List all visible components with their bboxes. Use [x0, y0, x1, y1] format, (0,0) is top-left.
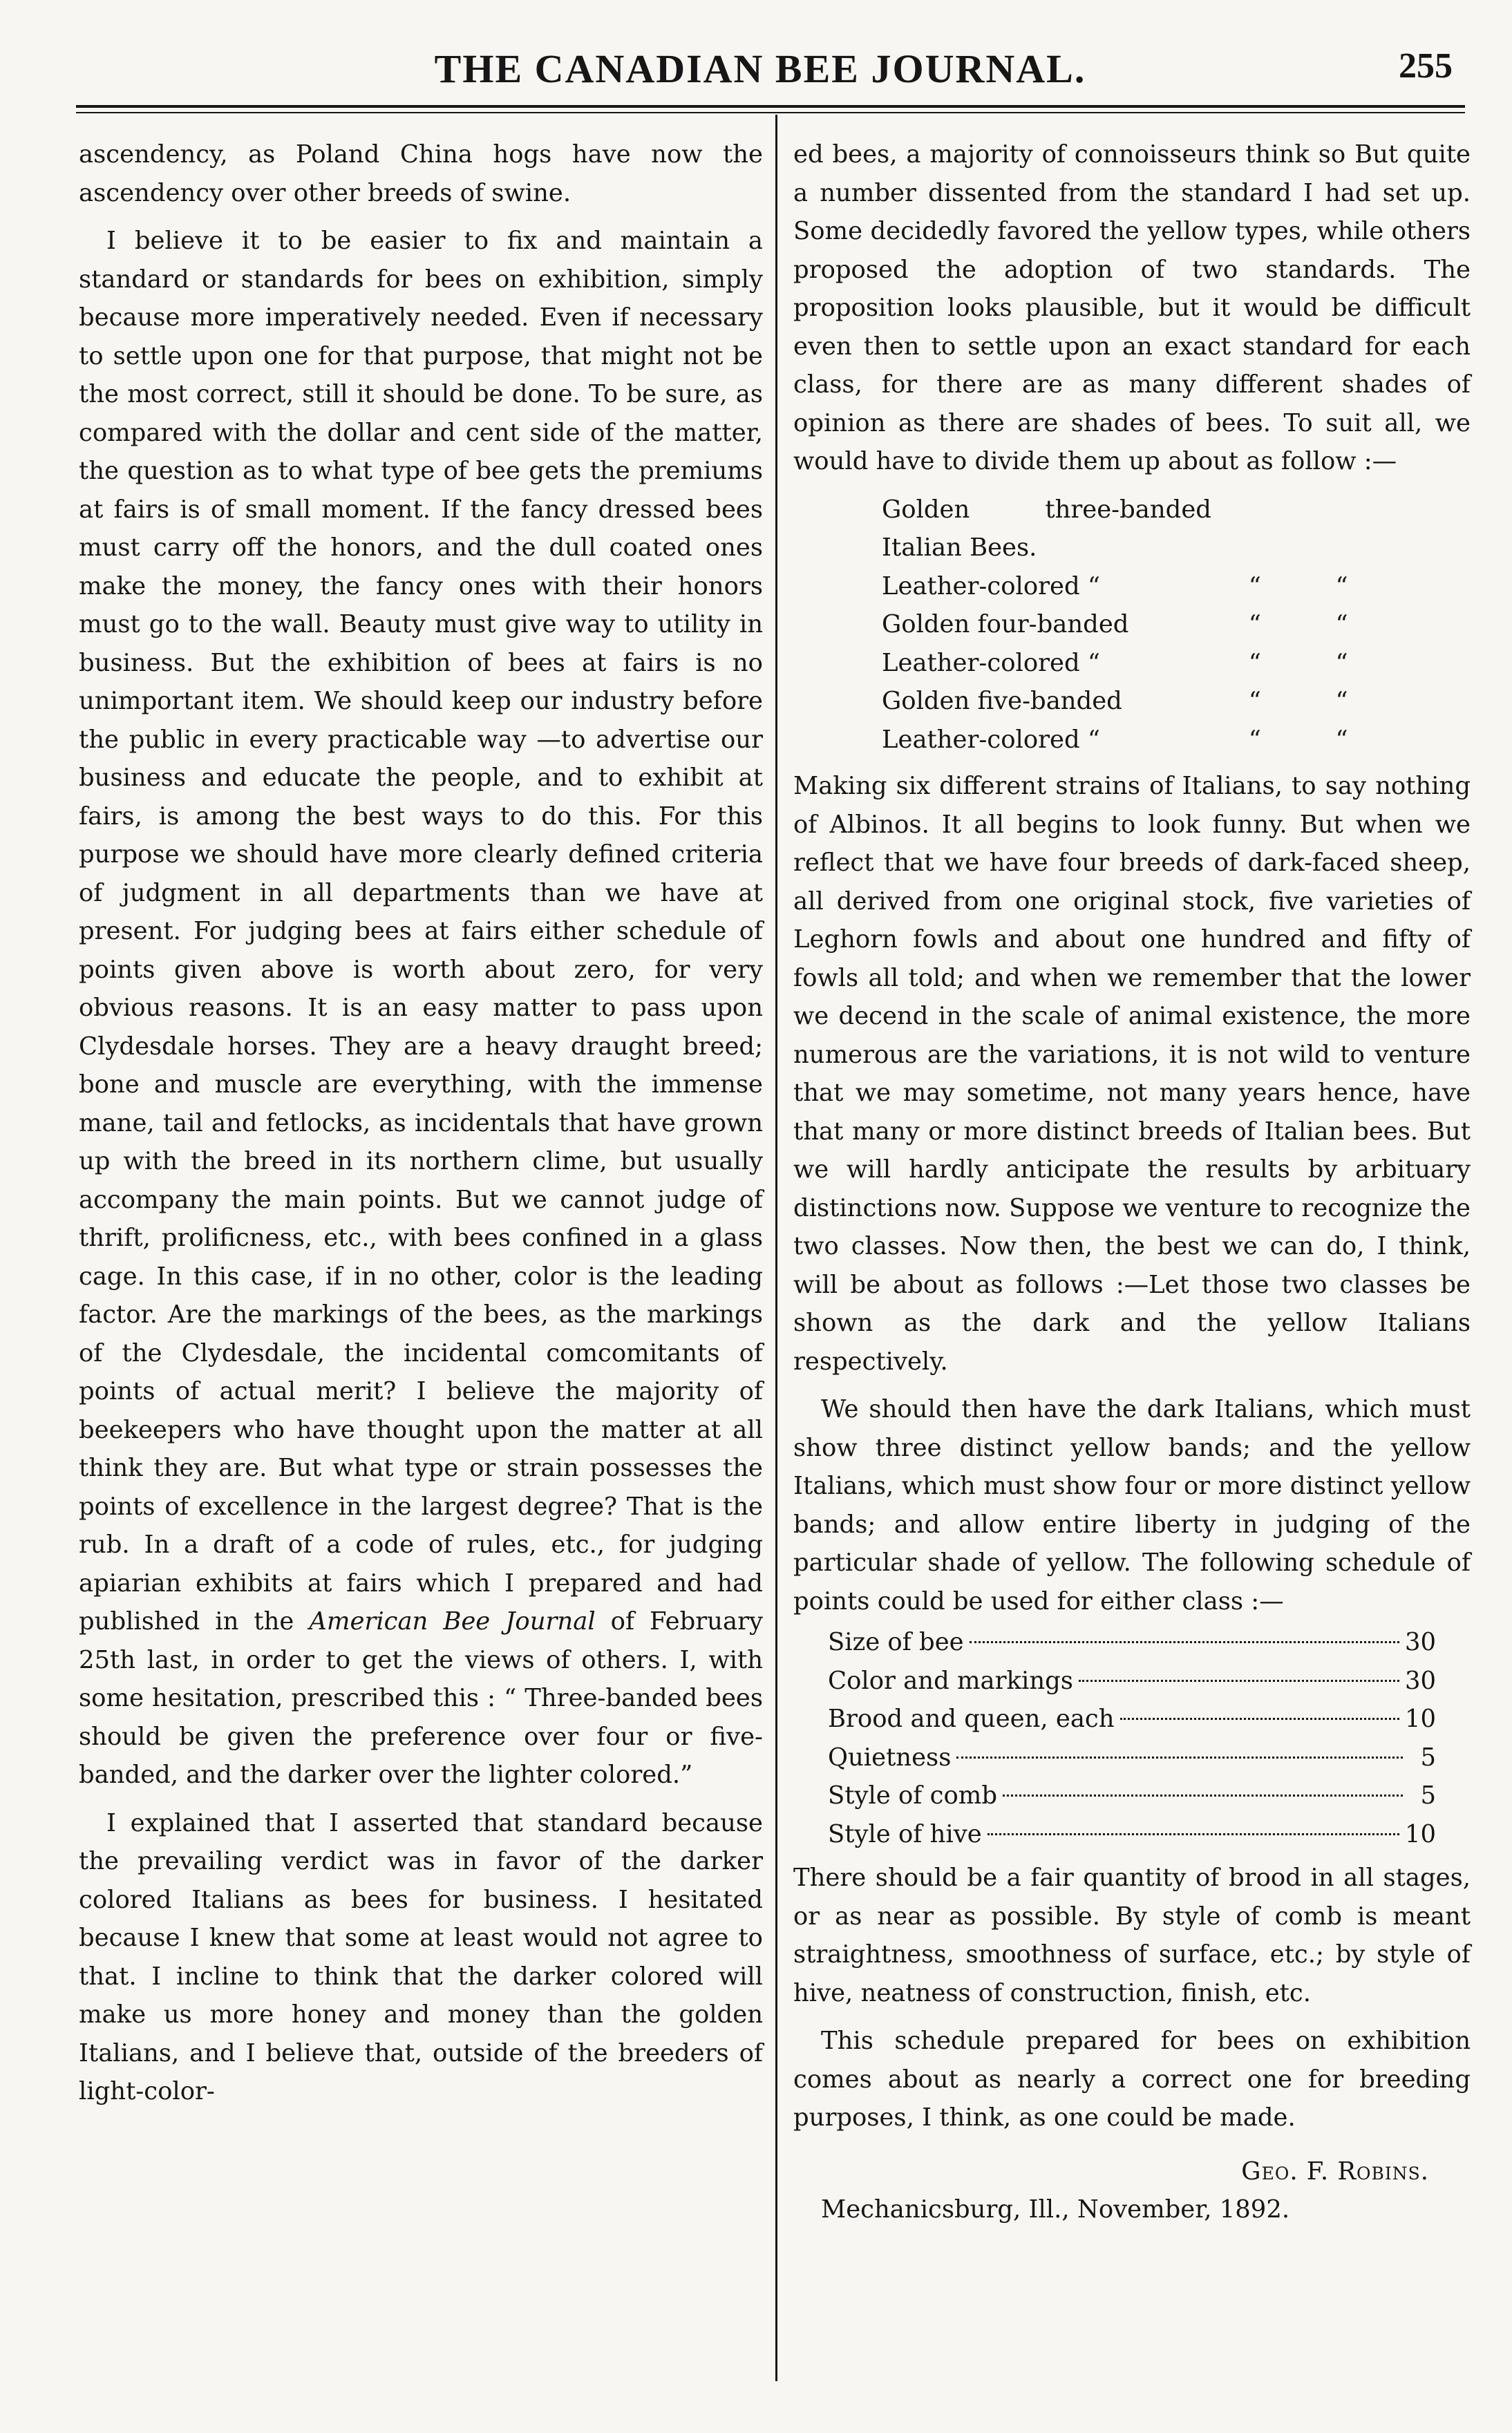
schedule-row — [828, 1700, 1436, 1739]
ditto-mark: “ — [1335, 571, 1348, 600]
schedule-points: 30 — [1404, 1666, 1436, 1695]
schedule-label: Quietness — [828, 1743, 952, 1772]
schedule-label: Style of hive — [828, 1819, 982, 1848]
leader-dots — [956, 1757, 1403, 1759]
ditto-mark: “ — [1248, 571, 1261, 600]
strain-name: Leather-colored “ — [882, 648, 1100, 677]
ditto-mark: “ — [1335, 687, 1348, 715]
strain-name: Golden four-banded — [882, 610, 1129, 638]
paragraph: Making six different strains of Italians, to say nothing of Albinos. It all begins to look funny. But when we reflect that we have four breeds of dark-faced sheep, all derived from one original stock, five varieties of Leghorn fowls and about one hundred and fifty of fowls all told; and when we remember that the lower we decend in the scale of animal existence, the more numerous are the variations, it is not wild to venture that we may sometime, not many years hence, have that many or more distinct breeds of Italian bees. But we will hardly anticipate the results by arbituary distinctions now. Suppose we venture to recognize the two classes. Now then, the best we can do, I think, will be about as follows :—Let those two classes be shown as the dark and the yellow Italians respectively. — [793, 772, 1471, 1376]
strain-row — [882, 721, 1471, 759]
journal-citation: American Bee Journal — [309, 1607, 596, 1636]
leader-dots — [1079, 1680, 1399, 1682]
ditto-mark: “ — [1335, 725, 1348, 754]
right-column — [793, 135, 1471, 2228]
leader-dots — [970, 1641, 1399, 1643]
schedule-points: 5 — [1420, 1781, 1436, 1810]
leader-dots — [1120, 1718, 1399, 1720]
schedule-row — [828, 1623, 1436, 1662]
dateline: Mechanicsburg, Ill., November, 1892. — [821, 2195, 1290, 2224]
strain-row — [882, 682, 1471, 721]
schedule-label: Brood and queen, each — [828, 1705, 1115, 1733]
paragraph: There should be a fair quantity of brood in all stages, or as near as possible. By style of comb is meant straightness, smoothness of surface, etc.; by style of hive, neatness of construction, finish, etc. — [793, 1864, 1471, 2007]
column-divider — [775, 115, 777, 2381]
schedule-row — [828, 1777, 1436, 1815]
strain-name: Golden three-banded Italian Bees. — [882, 495, 1211, 562]
strain-row — [882, 567, 1471, 606]
paragraph: We should then have the dark Italians, which must show three distinct yellow bands; and the yellow Italians, which must show four or more distinct yellow bands; and allow entire liberty in judging of the particular shade of yellow. The following schedule of points could be used for either class :— — [793, 1395, 1471, 1616]
ditto-mark — [1385, 491, 1471, 567]
paragraph-text: of February 25th last, in order to get the views of others. I, with some hesitation, prescribed this : “ Three-banded bees should be given the preference over four or five-banded, and the darker over the lighter colored.” — [79, 1607, 763, 1789]
ditto-mark — [1385, 721, 1471, 759]
paragraph: ascendency, as Poland China hogs have now the ascendency over other breeds of swine. — [79, 140, 763, 207]
schedule-points: 5 — [1420, 1743, 1436, 1772]
schedule-label: Color and markings — [828, 1666, 1073, 1695]
strain-row — [882, 605, 1471, 644]
ditto-mark: “ — [1335, 610, 1348, 638]
paragraph: I explained that I asserted that standard because the prevailing verdict was in favor of the darker colored Italians as bees for business. I hesitated because I knew that some at least would not agree to that. I incline to think that the darker colored will make us more honey and money than the golden Italians, and I believe that, outside of the breeders of light-color- — [79, 1808, 763, 2105]
ditto-mark: “ — [1248, 687, 1261, 715]
points-schedule — [828, 1623, 1436, 1853]
strains-list — [882, 491, 1471, 759]
strain-name: Golden five-banded — [882, 687, 1122, 715]
header-rule-thick — [76, 105, 1465, 108]
ditto-mark — [1211, 491, 1298, 567]
page-number: 255 — [1399, 46, 1453, 86]
ditto-mark — [1385, 644, 1471, 683]
schedule-row — [828, 1662, 1436, 1701]
paragraph — [79, 222, 763, 1795]
ditto-mark — [1385, 567, 1471, 606]
leader-dots — [987, 1833, 1399, 1835]
left-column — [79, 135, 763, 2111]
strain-row — [882, 491, 1471, 567]
strain-name: Leather-colored “ — [882, 571, 1100, 600]
paragraph: This schedule prepared for bees on exhibition comes about as nearly a correct one for breeding purposes, I think, as one could be made. — [793, 2027, 1471, 2132]
ditto-mark — [1385, 682, 1471, 721]
ditto-mark — [1298, 491, 1386, 567]
schedule-points: 10 — [1404, 1819, 1436, 1848]
strain-row — [882, 644, 1471, 683]
schedule-points: 30 — [1404, 1628, 1436, 1656]
leader-dots — [1003, 1795, 1403, 1797]
header-rule-thin — [76, 112, 1465, 113]
ditto-mark — [1385, 605, 1471, 644]
ditto-mark: “ — [1248, 610, 1261, 638]
ditto-mark: “ — [1335, 648, 1348, 677]
author-signature: Geo. F. Robins. — [1241, 2157, 1429, 2186]
schedule-label: Style of comb — [828, 1781, 997, 1810]
ditto-mark: “ — [1248, 648, 1261, 677]
schedule-label: Size of bee — [828, 1628, 964, 1656]
strain-name: Leather-colored “ — [882, 725, 1100, 754]
page-header — [55, 41, 1465, 98]
schedule-row — [828, 1739, 1436, 1777]
schedule-points: 10 — [1404, 1705, 1436, 1733]
paragraph-text: I believe it to be easier to fix and maintain a standard or standards for bees on exhibition, simply because more imperatively needed. Even if necessary to settle upon one for that purpose, that might not be the most correct, still it should be done. To be sure, as compared with the dollar and cent side of the matter, the question as to what type of bee gets the premiums at fairs is of small moment. If the fancy dressed bees must carry off the honors, and the dull coated ones make the money, the fancy ones with their honors must go to the wall. Beauty must give way to utility in business. But the exhibition of bees at fairs is no unimportant item. We should keep our industry before the public in every practicable way —to advertise our business and educate the people, and to exhibit at fairs, is among the best ways to do this. For this purpose we should have more clearly defined criteria of judgment in all departments than we have at present. For judging bees at fairs either schedule of points given above is worth about zero, for very obvious reasons. It is an easy matter to pass upon Clydesdale horses. They are a heavy draught breed; bone and muscle are everything, with the immense mane, tail and fetlocks, as incidentals that have grown up with the breed in its northern clime, but usually accompany the main points. But we cannot judge of thrift, prolificness, etc., with bees confined in a glass cage. In this case, if in no other, color is the leading factor. Are the markings of the bees, as the markings of the Clydesdale, the incidental comcomitants of points of actual merit? I believe the majority of beekeepers who have thought upon the matter at all think they are. But what type or strain possesses the points of excellence in the largest degree? That is the rub. In a draft of a code of rules, etc., for judging apiarian exhibits at fairs which I prepared and had published in the — [79, 227, 763, 1636]
paragraph: ed bees, a majority of connoisseurs think so But quite a number dissented from the standard I had set up. Some decidedly favored the yellow types, while others proposed the adoption of two standards. The proposition looks plausible, but it would be difficult even then to settle upon an exact standard for each class, for there are as many different shades of opinion as there are shades of bees. To suit all, we would have to divide them up about as follow :— — [793, 140, 1471, 475]
schedule-row — [828, 1815, 1436, 1854]
journal-title: THE CANADIAN BEE JOURNAL. — [434, 46, 1086, 91]
ditto-mark: “ — [1248, 725, 1261, 754]
